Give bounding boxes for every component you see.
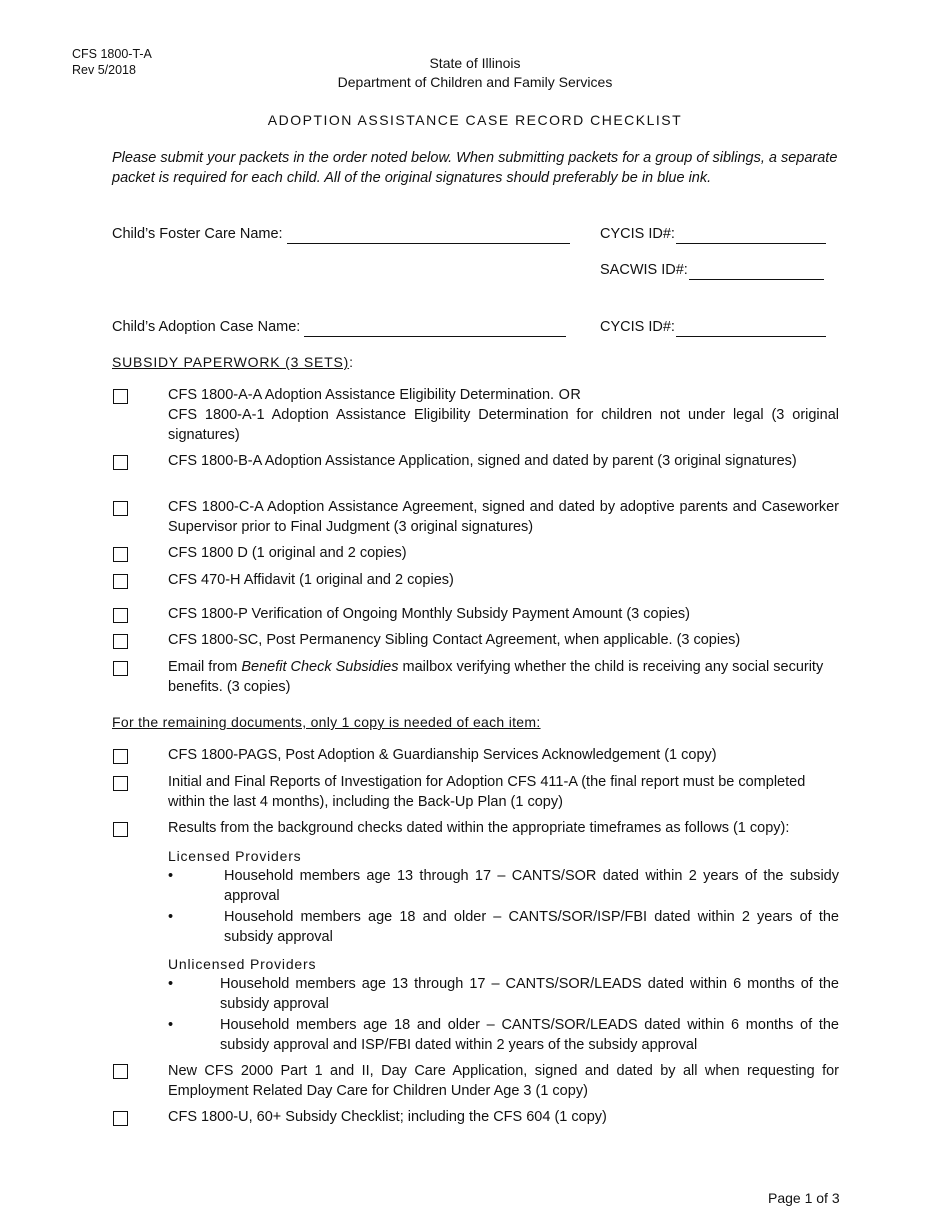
foster-name-label: Child’s Foster Care Name: [112,226,283,242]
bullet-unlicensed-1: • [168,976,174,992]
licensed-bullet-1: Household members age 13 through 17 – CANTS/SOR dated within 2 years of the subsidy approval [224,868,839,904]
item-1800-u: CFS 1800-U, 60+ Subsidy Checklist; including the CFS 604 (1 copy) [168,1109,607,1125]
subsidy-section-heading [112,352,354,372]
subsidy-heading-colon: : [349,354,354,370]
item-1800-a-a [168,385,839,445]
adoption-name-label: Child’s Adoption Case Name: [112,319,301,335]
item-cfs-2000: New CFS 2000 Part 1 and II, Day Care Application, signed and dated by all when requesting for Employment Related Day Care for Children Under Age 3 (1 copy) [168,1063,839,1099]
cycis-id-input-line-1[interactable] [676,227,826,244]
subsidy-heading-text: SUBSIDY PAPERWORK (3 SETS) [112,354,350,370]
checkbox-1800-u[interactable] [113,1111,128,1126]
sacwis-id-label: SACWIS ID#: [600,262,688,278]
checkbox-cfs-2000[interactable] [113,1064,128,1079]
document-title: ADOPTION ASSISTANCE CASE RECORD CHECKLIST [267,112,683,128]
item-1800-pags: CFS 1800-PAGS, Post Adoption & Guardianship Services Acknowledgement (1 copy) [168,747,717,763]
licensed-providers-heading: Licensed Providers [168,848,302,864]
item-1800-p: CFS 1800-P Verification of Ongoing Monthly Subsidy Payment Amount (3 copies) [168,606,691,622]
or-label: OR [554,387,582,403]
checkbox-411-a[interactable] [113,776,128,791]
checkbox-background-checks[interactable] [113,822,128,837]
instructions-text: Please submit your packets in the order noted below. When submitting packets for a group of siblings, a separate packet is required for each child. All of the original signatures should preferably be in blue ink. [112,150,838,186]
item-1800-b-a: CFS 1800-B-A Adoption Assistance Application, signed and dated by parent (3 original signatures) [168,453,797,469]
checkbox-470-h[interactable] [113,574,128,589]
item-1800-sc: CFS 1800-SC, Post Permanency Sibling Contact Agreement, when applicable. (3 copies) [168,632,741,648]
sacwis-id-input-line[interactable] [689,263,824,280]
cycis-id-label-2: CYCIS ID#: [600,319,675,335]
benefit-mailbox-name: Benefit Check Subsidies [241,659,399,675]
item-1800-a-1-text: CFS 1800-A-1 Adoption Assistance Eligibility Determination for children not under legal (3 original signatures) [168,407,839,443]
department-name: Department of Children and Family Services [337,74,613,90]
bullet-licensed-2: • [168,909,174,925]
cycis-id-input-line-2[interactable] [676,320,826,337]
checkbox-1800-c-a[interactable] [113,501,128,516]
item-email-post: mailbox verifying whether the child is receiving any social security benefits. (3 copies) [168,659,824,695]
item-background-checks: Results from the background checks dated within the appropriate timeframes as follows (1 copy): [168,820,790,836]
checkbox-email-benefit[interactable] [113,661,128,676]
item-1800-c-a: CFS 1800-C-A Adoption Assistance Agreement, signed and dated by adoptive parents and Caseworker Supervisor prior to Final Judgment (3 original signatures) [168,499,839,535]
item-1800-a-a-text: CFS 1800-A-A Adoption Assistance Eligibility Determination. [168,387,555,403]
state-name: State of Illinois [429,55,521,71]
unlicensed-providers-heading: Unlicensed Providers [168,956,317,972]
checkbox-1800-a-a[interactable] [113,389,128,404]
adoption-name-field [112,317,566,337]
page-number: Page 1 of 3 [768,1190,840,1206]
unlicensed-bullet-2: Household members age 18 and older – CANTS/SOR/LEADS dated within 6 months of the subsidy approval and ISP/FBI dated within 2 years of the subsidy approval [220,1017,839,1053]
cycis-id-field-1 [600,224,826,244]
form-id: CFS 1800-T-A [72,47,152,61]
item-email-pre: Email from [168,659,242,675]
unlicensed-bullet-1: Household members age 13 through 17 – CANTS/SOR/LEADS dated within 6 months of the subsidy approval [220,976,839,1012]
item-470-h: CFS 470-H Affidavit (1 original and 2 copies) [168,572,454,588]
item-411-a: Initial and Final Reports of Investigation for Adoption CFS 411-A (the final report must be completed within the last 4 months), including the Back-Up Plan (1 copy) [168,774,806,810]
item-email-benefit [168,657,839,697]
checkbox-1800-b-a[interactable] [113,455,128,470]
sacwis-id-field [600,260,824,280]
cycis-id-label-1: CYCIS ID#: [600,226,675,242]
checkbox-1800-pags[interactable] [113,749,128,764]
checkbox-1800-p[interactable] [113,608,128,623]
cycis-id-field-2 [600,317,826,337]
foster-name-input-line[interactable] [287,227,570,244]
foster-name-field [112,224,570,244]
agency-header [0,54,950,92]
adoption-name-input-line[interactable] [304,320,566,337]
form-revision: Rev 5/2018 [72,63,136,77]
checkbox-1800-d[interactable] [113,547,128,562]
remaining-section-heading: For the remaining documents, only 1 copy is needed of each item: [112,714,541,730]
bullet-unlicensed-2: • [168,1017,174,1033]
licensed-bullet-2: Household members age 18 and older – CANTS/SOR/ISP/FBI dated within 2 years of the subsidy approval [224,909,839,945]
item-1800-d: CFS 1800 D (1 original and 2 copies) [168,545,407,561]
bullet-licensed-1: • [168,868,174,884]
checkbox-1800-sc[interactable] [113,634,128,649]
